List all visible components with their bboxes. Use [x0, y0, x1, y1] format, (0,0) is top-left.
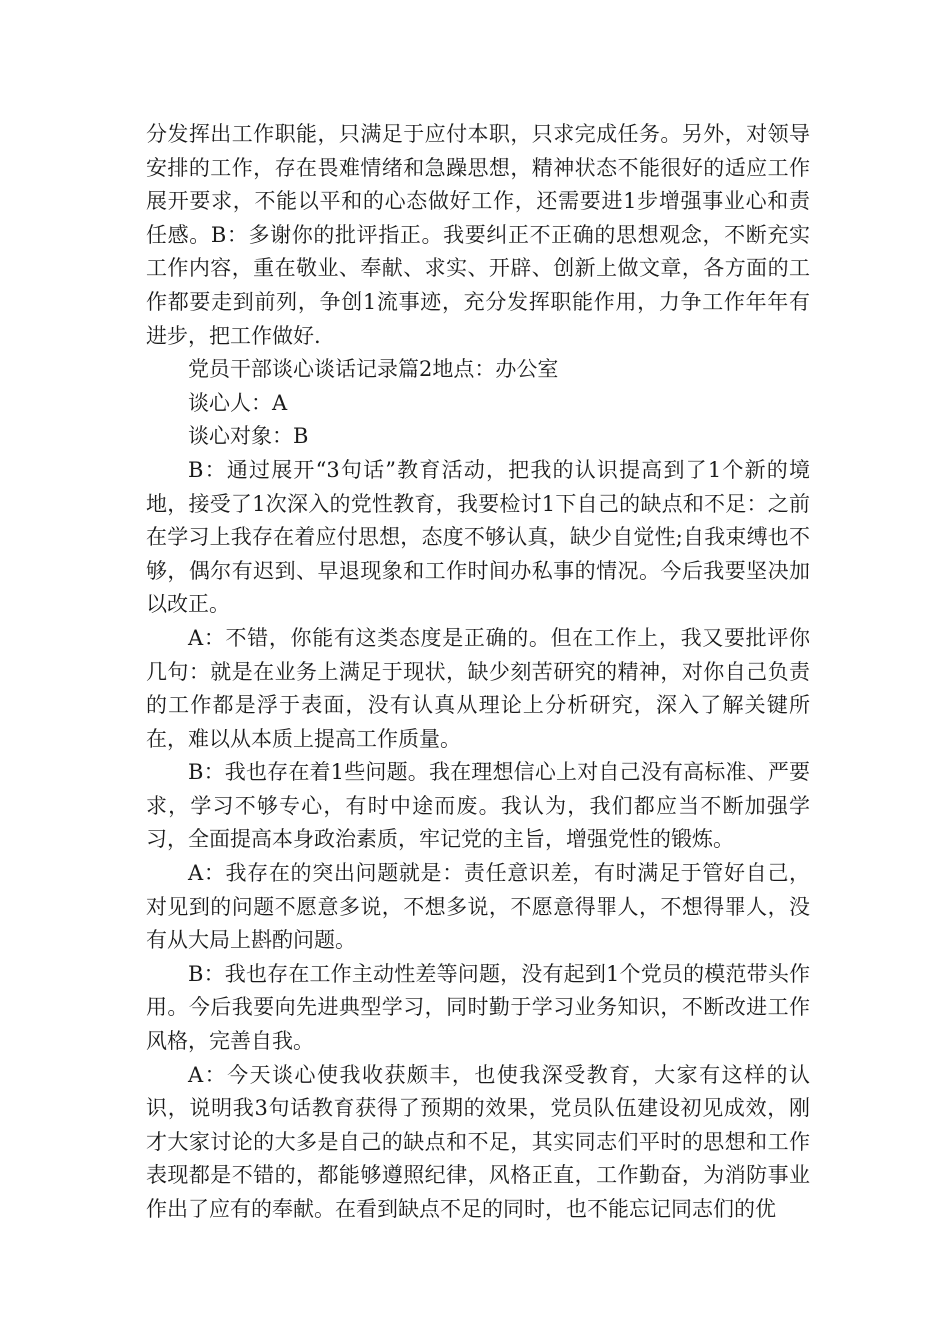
dialogue-paragraph: B：我也存在工作主动性差等问题，没有起到1个党员的模范带头作用。今后我要向先进典型学习，同时勤于学习业务知识，不断改进工作风格，完善自我。 [146, 961, 810, 1054]
subject-line: 谈心对象：B [188, 424, 309, 449]
dialogue-paragraph: A：不错，你能有这类态度是正确的。但在工作上，我又要批评你几句：就是在业务上满足于现状，缺少刻苦研究的精神，对你自己负责的工作都是浮于表面，没有认真从理论上分析研究，深入了解关键所在，难以从本质上提高工作质量。 [146, 625, 810, 751]
section-heading: 党员干部谈心谈话记录篇2地点：办公室 [188, 357, 559, 382]
dialogue-paragraph: B：通过展开“3句话”教育活动，把我的认识提高到了1个新的境地，接受了1次深入的党性教育，我要检讨1下自己的缺点和不足：之前在学习上我存在着应付思想，态度不够认真，缺少自觉性;自我束缚也不够，偶尔有迟到、早退现象和工作时间办私事的情况。今后我要坚决加以改正。 [146, 457, 810, 617]
dialogue-paragraph: A：我存在的突出问题就是：责任意识差，有时满足于管好自己，对见到的问题不愿意多说，不想多说，不愿意得罪人，不想得罪人，没有从大局上斟酌问题。 [146, 861, 810, 953]
dialogue-paragraph: A：今天谈心使我收获颇丰，也使我深受教育，大家有这样的认识，说明我3句话教育获得了预期的效果，党员队伍建设初见成效，刚才大家讨论的大多是自己的缺点和不足，其实同志们平时的思想和工作表现都是不错的，都能够遵照纪律，风格正直，工作勤奋，为消防事业作出了应有的奉献。在看到缺点不足的同时，也不能忘记同志们的优 [146, 1062, 810, 1221]
dialogue-paragraph: B：我也存在着1些问题。我在理想信心上对自己没有高标准、严要求，学习不够专心，有时中途而废。我认为，我们都应当不断加强学习，全面提高本身政治素质，牢记党的主旨，增强党性的锻炼。 [146, 760, 810, 852]
document-body [146, 118, 810, 1227]
paragraph-continuation: 分发挥出工作职能，只满足于应付本职，只求完成任务。另外，对领导安排的工作，存在畏难情绪和急躁思想，精神状态不能很好的适应工作展开要求，不能以平和的心态做好工作，还需要进1步增强事业心和责任感。B：多谢你的批评指正。我要纠正不正确的思想观念，不断充实工作内容，重在敬业、奉献、求实、开辟、创新上做文章，各方面的工作都要走到前列，争创1流事迹，充分发挥职能作用，力争工作年年有进步，把工作做好. [146, 122, 810, 348]
speaker-line: 谈心人：A [188, 390, 288, 415]
